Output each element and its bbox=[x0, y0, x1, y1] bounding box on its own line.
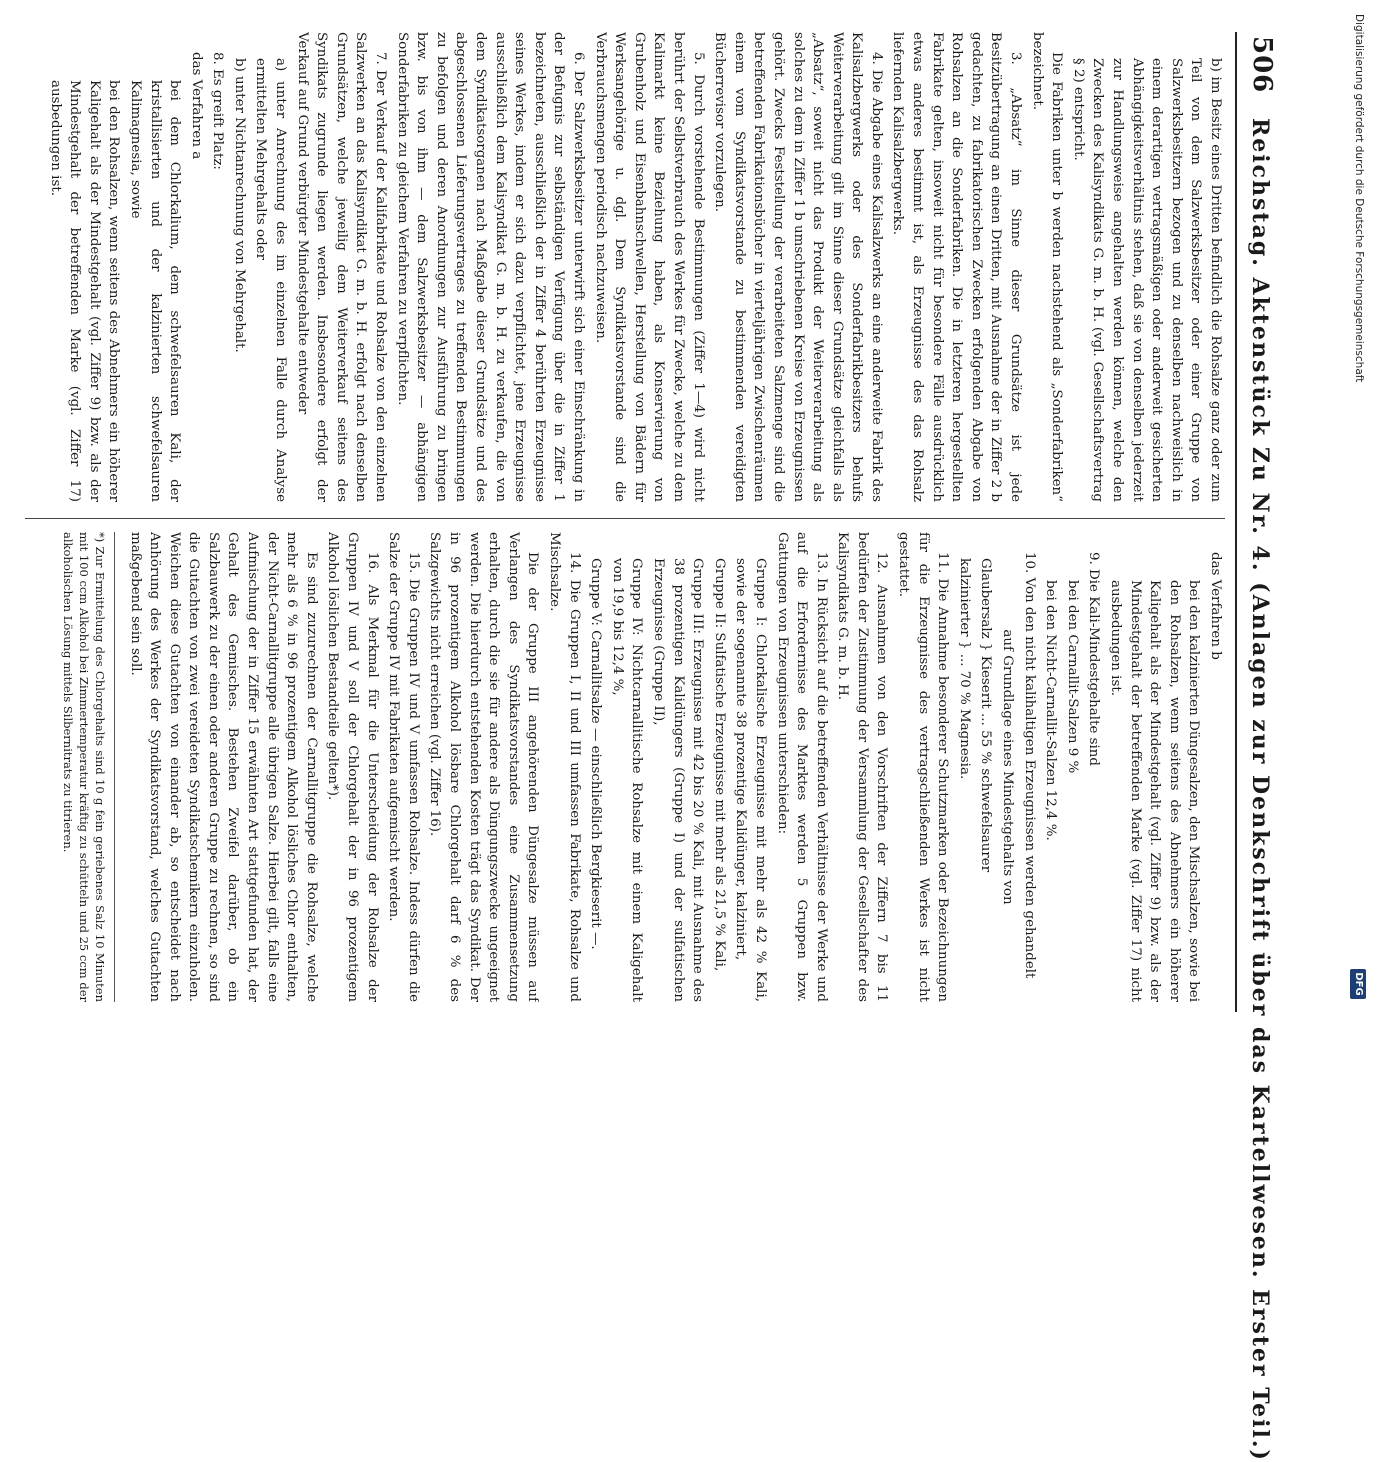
paragraph: 4. Die Abgabe eines Kalisalzwerks an eine anderweite Fabrik des Kalisalzbergwerks oder des Sonderfabrikbesitzers behufs Weiterverarbeitung gilt im Sinne dieser Grundsätze gleichfalls als „Absatz“, soweit nicht das Produkt der Weiterverarbeitung als solches zu dem in Ziffer 1 b umschriebenen Kreise von Erzeugnissen gehört. Zwecks Feststellung der verarbeiteten Salzmenge sind die betreffenden Fabrikationsbücher in vierteljährigen Zwischenräumen einem vom Syndikatsvorstande zu bestimmenden vereidigten Bücherrevisor vorzulegen. bbox=[712, 32, 884, 502]
paragraph: 3. „Absatz“ im Sinne dieser Grundsätze ist jede Besitzübertragung an einen Dritten, mit Ausnahme der in Ziffer 2 b gedachten, zu fabrikatorischen Zwecken erfolgenden Abgabe von Rohsalzen an die Sonderfabriken. Die in letzteren hergestellten Fabrikate gelten, insoweit nicht für besondere Fälle ausdrücklich etwas anderes bestimmt ist, als Erzeugnisse des das Rohsalz liefernden Kalisalzbergwerks. bbox=[890, 32, 1024, 502]
paragraph: bei den kalzinierten Düngesalzen, den Mischsalzen, sowie bei den Rohsalzen, wenn seitens des Abnehmers ein höherer Kaligehalt als der Mindestgehalt (vgl. Ziffer 9) bzw. als der Mindestgehalt der betreffenden Marke (vgl. Ziffer 17) nicht ausbedungen ist. bbox=[1108, 580, 1202, 1002]
paragraph: bei den Carnallit-Salzen 9 % bbox=[1064, 580, 1080, 774]
paragraph: b) unter Nichtanrechnung von Mehrgehalt. bbox=[231, 58, 247, 353]
paragraph: das Verfahren a bbox=[188, 52, 204, 160]
left-column bbox=[15, 32, 1225, 502]
paragraph: 5. Durch vorstehende Bestimmungen (Ziffer 1—4) wird nicht berührt der Selbstverbrauch des Werkes für Zwecke, welche zu dem Kalimarkt keine Beziehung haben, als Konservierung von Grubenholz und Eisenbahnschwellen, Herstellung von Bädern für Werksangehörige u. dgl. Dem Syndikatsvorstande sind die Verbrauchsmengen periodisch nachzuweisen. bbox=[592, 32, 706, 502]
paragraph: Es sind zuzurechnen der Carnallitgruppe die Rohsalze, welche mehr als 6 % in 96 prozentigem Alkohol lösliches Chlor enthalten, der Nicht-Carnallitgruppe alle übrigen Salze. Hierbei gilt, falls eine Aufmischung der in Ziffer 15 erwähnten Art stattgefunden hat, der Gehalt des Gemisches. Bestehen Zweifel darüber, ob ein Salzbauwerk zu der einen oder anderen Gruppe zu rechnen, so sind die Gutachten von zwei vereideten Syndikatschemikern einzuholen. Weichen diese Gutachten von einander ab, so entscheidet nach Anhörung des Werkes der Syndikatsvorstand, welches Gutachten maßgebend sein soll. bbox=[127, 532, 319, 1002]
right-column bbox=[15, 532, 1225, 1002]
paragraph: 11. Die Annahme besonderer Schutzmarken oder Bezeichnungen für die Erzeugnisse des vertragschließenden Werkes ist nicht gestattet. bbox=[896, 532, 951, 1002]
footnote: *) Zur Ermittelung des Chlorgehalts sind 10 g fein geriebenes Salz 10 Minuten mit 100 ccm Alkohol bei Zimmertemperatur kräftig zu schütteln und 25 ccm der alkoholischen Lösung mittels Silbernitrats zu titrieren. bbox=[60, 532, 115, 1002]
paragraph: 13. In Rücksicht auf die betreffenden Verhältnisse der Werke und auf die Erfordernisse des Marktes werden 5 Gruppen bzw. Gattungen von Erzeugnissen unterschieden: bbox=[774, 532, 829, 1002]
paragraph: 14. Die Gruppen I, II und III umfassen Fabrikate, Rohsalze und Mischsalze. bbox=[547, 532, 582, 1002]
page-number: 506 bbox=[1247, 36, 1277, 94]
credit-text: Digitalisierung gefördert durch die Deutsche Forschungsgemeinschaft bbox=[1353, 14, 1365, 383]
rotated-page-content bbox=[1, 32, 1281, 1462]
paragraph: Die Fabriken unter b werden nachstehend als „Sonderfabriken“ bezeichnet. bbox=[1029, 32, 1065, 502]
paragraph: 12. Ausnahmen von den Vorschriften der Ziffern 7 bis 11 bedürfen der Zustimmung der Versammlung der Gesellschafter des Kalisyndikats G. m. b. H. bbox=[835, 532, 890, 1002]
paragraph: Die der Gruppe III angehörenden Düngesalze müssen auf Verlangen des Syndikatsvorstandes eine Zusammensetzung erhalten, durch die sie für andere als Düngungszwecke ungeeignet werden. Die hierdurch entstehenden Kosten trägt das Syndikat. Der in 96 prozentigem Alkohol lösbare Chlorgehalt darf 6 % des Salzgewichts nicht erreichen (vgl. Ziffer 16). bbox=[427, 532, 541, 1002]
column-divider bbox=[25, 518, 1225, 519]
paragraph: a) unter Anrechnung des im einzelnen Falle durch Analyse ermittelten Mehrgehalts oder bbox=[253, 58, 289, 502]
paragraph: das Verfahren b bbox=[1208, 552, 1223, 660]
paragraph: 10. Von den nicht kalihaltigen Erzeugnissen werden gehandelt bbox=[1021, 552, 1037, 979]
paragraph: b) im Besitz eines Dritten befindlich die Rohsalze ganz oder zum Teil von dem Salzwerksbesitzer oder einer Gruppe von Salzwerksbesitzern bezogen und zu denselben nachweislich in einem derartigen vertragsmäßigen oder anderweit gesicherten Abhängigkeitsverhältnis stehen, daß sie von denselben jederzeit zur Handlungsweise angehalten werden können, welche den Zwecken des Kalisyndikats G. m. b. H. (vgl. Gesellschaftsvertrag § 2) entspricht. bbox=[1070, 58, 1223, 502]
paragraph: 16. Als Merkmal für die Unterscheidung der Rohsalze der Gruppen IV und V soll der Chlorgehalt der in 96 prozentigem Alkohol löslichen Bestandteile gelten*). bbox=[325, 532, 380, 1002]
paragraph: kalzinierter } ... 70 % Magnesia. bbox=[956, 558, 972, 780]
paragraph: 15. Die Gruppen IV und V umfassen Rohsalze. Indess dürfen die Salze der Gruppe IV mit Fabrikaten aufgemischt werden. bbox=[386, 532, 421, 1002]
paragraph: bei den Rohsalzen, wenn seitens des Abnehmers ein höherer Kaligehalt als der Mindestgehalt (vgl. Ziffer 9) bzw. als der Mindestgehalt der betreffenden Marke (vgl. Ziffer 17) ausbedungen ist. bbox=[47, 80, 122, 502]
running-title: Reichstag. Aktenstück Zu Nr. 4. (Anlagen zur Denkschrift über das Kartellwesen. Erster Teil.) bbox=[1247, 118, 1273, 1462]
page-header bbox=[1235, 32, 1281, 1462]
dfg-logo: DFG bbox=[1350, 969, 1366, 999]
paragraph: Glaubersalz } Kieserit ... 55 % schwefelsaurer bbox=[978, 558, 994, 873]
paragraph: Gruppe IV: Nichtcarnallitische Rohsalze mit einem Kaligehalt von 19,9 bis 12,4 %, bbox=[609, 558, 645, 1002]
paragraph: Gruppe II: Sulfatische Erzeugnisse mit mehr als 21,5 % Kali, bbox=[711, 558, 727, 972]
paragraph: bei den Nicht-Carnallit-Salzen 12,4 %. bbox=[1043, 580, 1059, 841]
paragraph: auf Grundlage eines Mindestgehalts von bbox=[1000, 629, 1016, 905]
digitization-credit bbox=[1348, 14, 1366, 1014]
paragraph: Gruppe I: Chlorkalische Erzeugnisse mit mehr als 42 % Kali, sowie der sogenannte 38 prozentige Kalidünger, kalziniert, bbox=[733, 558, 768, 1002]
paragraph: 7. Der Verkauf der Kalifabrikate und Rohsalze von den einzelnen Salzwerken an das Kalisyndikat G. m. b. H. erfolgt nach denselben Grundsätzen, welche jeweilig dem Weiterverkauf seitens des Syndikats zugrunde liegen werden. Insbesondere erfolgt der Verkauf auf Grund verbürgter Mindestgehalte entweder bbox=[294, 32, 389, 502]
paragraph: 8. Es greift Platz: bbox=[210, 52, 226, 170]
paragraph: Gruppe V: Carnallitsalze — einschließlich Bergkieserit —. bbox=[588, 558, 604, 950]
paragraph: bei dem Chlorkalium, dem schwefelsauren Kali, der kristallisierten und der kalzinierten schwefelsauren Kalimagnesia, sowie bbox=[127, 80, 183, 502]
paragraph: 9. Die Kali-Mindestgehalte sind bbox=[1086, 552, 1102, 766]
paragraph: 6. Der Salzwerksbesitzer unterwirft sich einer Einschränkung in der Befugnis zur selbständigen Verfügung über die in Ziffer 1 bezeichneten, ausschließlich der in Ziffer 4 berührten Erzeugnisse seines Werkes, indem er sich dazu verpflichtet, jene Erzeugnisse ausschließlich dem Kalisyndikat G. m. b. H. zu verkaufen, die von dem Syndikatsorganen nach Maßgabe dieser Grundsätze und des abgeschlossenen Lieferungsvertrages zu treffenden Bestimmungen zu befolgen und deren Anordnungen zur Ausführung zu bringen bzw. bis von ihm — dem Salzwerksbesitzer — abhängigen Sonderfabriken zu gleichem Verfahren zu verpflichten. bbox=[394, 32, 586, 502]
paragraph: Gruppe III: Erzeugnisse mit 42 bis 20 % Kali, mit Ausnahme des 38 prozentigen Kalidüngers (Gruppe I) und der sulfatischen Erzeugnisse (Gruppe II), bbox=[650, 558, 706, 1002]
